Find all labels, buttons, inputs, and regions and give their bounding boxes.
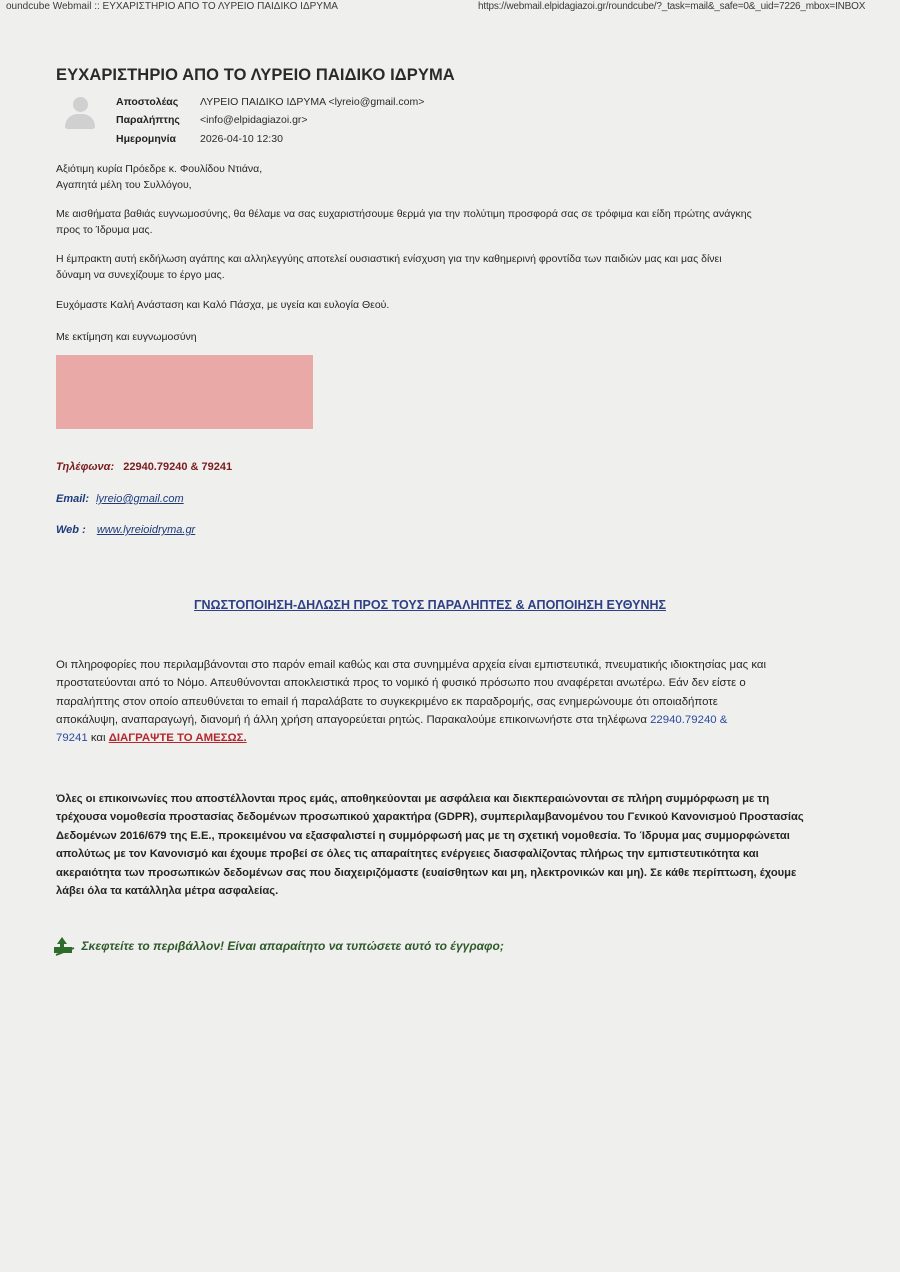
paragraph-2-line-2: δύναμη να συνεχίζουμε το έργο μας. — [56, 269, 225, 281]
browser-url: https://webmail.elpidagiazoi.gr/roundcube/?_task=mail&_safe=0&_uid=7226_mbox=INBOX — [478, 1, 866, 12]
gdpr-line-4: απολύτως με τον Κανονισμό και έχουμε προβεί σε όλες τις απαραίτητες ενέργειες διασφαλίζοντας πλήρως την εμπιστευτικότητα και — [56, 848, 759, 861]
notice-line-4 — [56, 711, 766, 729]
date-label: Ημερομηνία — [116, 133, 176, 145]
delete-warning: ΔΙΑΓΡΑΨΤΕ ΤΟ ΑΜΕΣΩΣ. — [108, 732, 247, 745]
greeting-line-1: Αξιότιμη κυρία Πρόεδρε κ. Φουλίδου Ντιάνα, — [56, 163, 263, 175]
email-line — [56, 493, 184, 505]
avatar-icon — [64, 97, 96, 131]
browser-page-title: oundcube Webmail :: ΕΥΧΑΡΙΣΤΗΡΙΟ ΑΠΟ ΤΟ ΛΥΡΕΙΟ ΠΑΙΔΙΚΟ ΙΔΡΥΜΑ — [6, 1, 338, 12]
environment-text: Σκεφτείτε το περιβάλλον! Είναι απαραίτητο να τυπώσετε αυτό το έγγραφο; — [81, 939, 504, 953]
redacted-signature-block — [56, 355, 313, 429]
recycle-printer-icon — [53, 936, 75, 956]
gdpr-line-2: τρέχουσα νομοθεσία προστασίας δεδομένων προσωπικού χαρακτήρα (GDPR), συμπεριλαμβανομένου του Γενικού Κανονισμού Προστασίας — [56, 811, 804, 824]
from-label: Αποστολέας — [116, 96, 179, 108]
greeting-line-2: Αγαπητά μέλη του Συλλόγου, — [56, 179, 192, 191]
browser-header — [0, 0, 900, 16]
environment-footer — [53, 936, 504, 956]
gdpr-line-6: λάβει όλα τα κατάλληλα μέτρα ασφαλείας. — [56, 885, 279, 898]
to-value[interactable]: <info@elpidagiazoi.gr> — [200, 114, 308, 126]
gdpr-line-1: Όλες οι επικοινωνίες που αποστέλλονται προς εμάς, αποθηκεύονται με ασφάλεια και διεκπεραιώνονται σε πλήρη συμμόρφωση με τη — [56, 793, 770, 805]
paragraph-1-line-1: Με αισθήματα βαθιάς ευγνωμοσύνης, θα θέλαμε να σας ευχαριστήσουμε θερμά για την πολύτιμη προσφορά σας σε τρόφιμα και είδη πρώτης ανάγκης — [56, 208, 752, 220]
gdpr-line-3: Δεδομένων 2016/679 της Ε.Ε., προκειμένου να εξασφαλιστεί η συμμόρφωσή μας με τη σχετική νομοθεσία. Το Ίδρυμα μας συμμορφώνεται — [56, 829, 790, 842]
phone-value: 22940.79240 & 79241 — [123, 461, 233, 473]
gdpr-line-5: ακεραιότητα των προσωπικών δεδομένων σας που διαχειριζόμαστε (ευαίσθητων και μη, ηλεκτρονικών και μη). Σε κάθε περίπτωση, έχουμε — [56, 866, 797, 879]
notice-line-2: προστατεύονται από το Νόμο. Απευθύνονται αποκλειστικά προς το νομικό ή φυσικό πρόσωπο που αναφέρεται ανωτέρω. Εάν δεν είστε ο — [56, 677, 746, 690]
notice-line-1: Οι πληροφορίες που περιλαμβάνονται στο παρόν email καθώς και στα συνημμένα αρχεία είναι εμπιστευτικά, πνευματικής ιδιοκτησίας μας και — [56, 659, 766, 671]
notice-phone-ext: 79241 — [56, 732, 88, 745]
notice-line-3: παραλήπτης στον οποίο απευθύνεται το email ή παραλάβατε το συγκεκριμένο εκ παραδρομής, σας ενημερώνουμε ότι οποιαδήποτε — [56, 695, 718, 708]
notice-title: ΓΝΩΣΤΟΠΟΙΗΣΗ-ΔΗΛΩΣΗ ΠΡΟΣ ΤΟΥΣ ΠΑΡΑΛΗΠΤΕΣ & ΑΠΟΠΟΙΗΣΗ ΕΥΘΥΝΗΣ — [194, 598, 667, 612]
phone-line — [56, 461, 232, 473]
paragraph-3: Ευχόμαστε Καλή Ανάσταση και Καλό Πάσχα, με υγεία και ευλογία Θεού. — [56, 299, 390, 311]
gdpr-statement — [56, 790, 900, 900]
email-label: Email: — [56, 493, 90, 505]
notice-phone: 22940.79240 & — [650, 713, 728, 726]
disclaimer-notice — [56, 656, 766, 747]
closing-line: Με εκτίμηση και ευγνωμοσύνη — [56, 331, 197, 343]
email-link[interactable]: lyreio@gmail.com — [96, 493, 184, 505]
phone-label: Τηλέφωνα: — [56, 461, 115, 473]
web-line — [56, 524, 195, 536]
notice-line-4-text: αποκάλυψη, αναπαραγωγή, διανομή ή άλλη χρήση απαγορεύεται ρητώς. Παρακαλούμε επικοινωνήστε στα τηλέφωνα — [56, 713, 651, 726]
paragraph-1-line-2: προς το Ίδρυμα μας. — [56, 224, 153, 236]
notice-and: και — [87, 732, 109, 745]
web-link[interactable]: www.lyreioidryma.gr — [96, 524, 196, 536]
to-label: Παραλήπτης — [116, 114, 180, 126]
date-value: 2026-04-10 12:30 — [200, 133, 283, 145]
paragraph-2-line-1: Η έμπρακτη αυτή εκδήλωση αγάπης και αλληλεγγύης αποτελεί ουσιαστική ενίσχυση για την καθημερινή φροντίδα των παιδιών μας και μας δίνει — [56, 253, 722, 265]
email-subject: ΕΥΧΑΡΙΣΤΗΡΙΟ ΑΠΟ ΤΟ ΛΥΡΕΙΟ ΠΑΙΔΙΚΟ ΙΔΡΥΜΑ — [56, 66, 455, 84]
web-label: Web : — [56, 524, 86, 536]
notice-line-5 — [56, 729, 766, 747]
from-value[interactable]: ΛΥΡΕΙΟ ΠΑΙΔΙΚΟ ΙΔΡΥΜΑ <lyreio@gmail.com> — [200, 96, 425, 108]
